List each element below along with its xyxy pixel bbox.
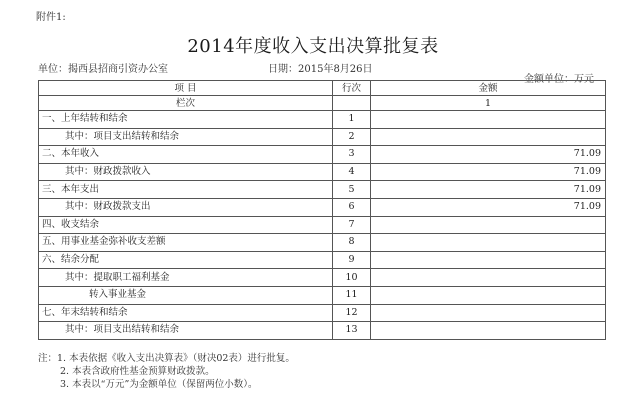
- subheader-item: 栏次: [39, 96, 333, 111]
- row-line-no: 13: [333, 322, 371, 340]
- table-row: [39, 304, 606, 322]
- row-line-no: 7: [333, 216, 371, 234]
- row-item: 二、本年收入: [39, 146, 333, 164]
- table-row: [39, 198, 606, 216]
- date-label: 日期：2015年8月26日: [268, 64, 373, 75]
- row-item: 其中：财政拨款支出: [39, 198, 333, 216]
- table-row: [39, 216, 606, 234]
- table-row: [39, 146, 606, 164]
- note-3: 3. 本表以“万元”为金额单位（保留两位小数）。: [60, 379, 258, 390]
- row-item: 其中：提取职工福利基金: [39, 269, 333, 287]
- row-item: 五、用事业基金弥补收支差额: [39, 234, 333, 252]
- row-amount: [371, 251, 606, 269]
- note-1: 注：1. 本表依据《收入支出决算表》（财决02表）进行批复。: [38, 353, 295, 364]
- row-amount: [371, 304, 606, 322]
- row-amount: 71.09: [371, 181, 606, 199]
- table-row: [39, 111, 606, 129]
- approval-table: [38, 80, 606, 340]
- row-item: 六、结余分配: [39, 251, 333, 269]
- notes: [38, 352, 295, 391]
- table-row: [39, 322, 606, 340]
- row-item: 其中：财政拨款收入: [39, 163, 333, 181]
- row-line-no: 6: [333, 198, 371, 216]
- row-amount: [371, 322, 606, 340]
- row-amount: [371, 269, 606, 287]
- row-amount: 71.09: [371, 163, 606, 181]
- row-item: 其中：项目支出结转和结余: [39, 322, 333, 340]
- table-row: [39, 286, 606, 304]
- row-line-no: 1: [333, 111, 371, 129]
- row-item: 转入事业基金: [39, 286, 333, 304]
- row-amount: [371, 111, 606, 129]
- header-item: 项 目: [39, 81, 333, 96]
- table-row: [39, 181, 606, 199]
- row-line-no: 8: [333, 234, 371, 252]
- header-amount: 金额: [371, 81, 606, 96]
- subheader-line-no: [333, 96, 371, 111]
- row-item: 七、年末结转和结余: [39, 304, 333, 322]
- unit-label: 单位：揭西县招商引资办公室: [38, 64, 168, 75]
- row-item: 其中：项目支出结转和结余: [39, 128, 333, 146]
- row-line-no: 2: [333, 128, 371, 146]
- row-line-no: 4: [333, 163, 371, 181]
- row-amount: [371, 286, 606, 304]
- row-item: 三、本年支出: [39, 181, 333, 199]
- row-amount: [371, 234, 606, 252]
- row-item: 一、上年结转和结余: [39, 111, 333, 129]
- row-line-no: 5: [333, 181, 371, 199]
- row-amount: 71.09: [371, 198, 606, 216]
- row-item: 四、收支结余: [39, 216, 333, 234]
- table-row: [39, 251, 606, 269]
- table-row: [39, 128, 606, 146]
- amount-unit-label: 金额单位：万元: [524, 74, 594, 85]
- table-row: [39, 234, 606, 252]
- subheader-amount: 1: [371, 96, 606, 111]
- row-line-no: 11: [333, 286, 371, 304]
- row-amount: 71.09: [371, 146, 606, 164]
- header-line-no: 行次: [333, 81, 371, 96]
- header-row: [39, 81, 606, 96]
- attachment-label: 附件1:: [36, 12, 66, 23]
- row-line-no: 12: [333, 304, 371, 322]
- row-amount: [371, 128, 606, 146]
- row-line-no: 10: [333, 269, 371, 287]
- table-row: [39, 269, 606, 287]
- subheader-row: [39, 96, 606, 111]
- row-line-no: 9: [333, 251, 371, 269]
- row-line-no: 3: [333, 146, 371, 164]
- table-row: [39, 163, 606, 181]
- page-title: 2014年度收入支出决算批复表: [187, 36, 439, 57]
- row-amount: [371, 216, 606, 234]
- note-2: 2. 本表含政府性基金预算财政拨款。: [60, 366, 215, 377]
